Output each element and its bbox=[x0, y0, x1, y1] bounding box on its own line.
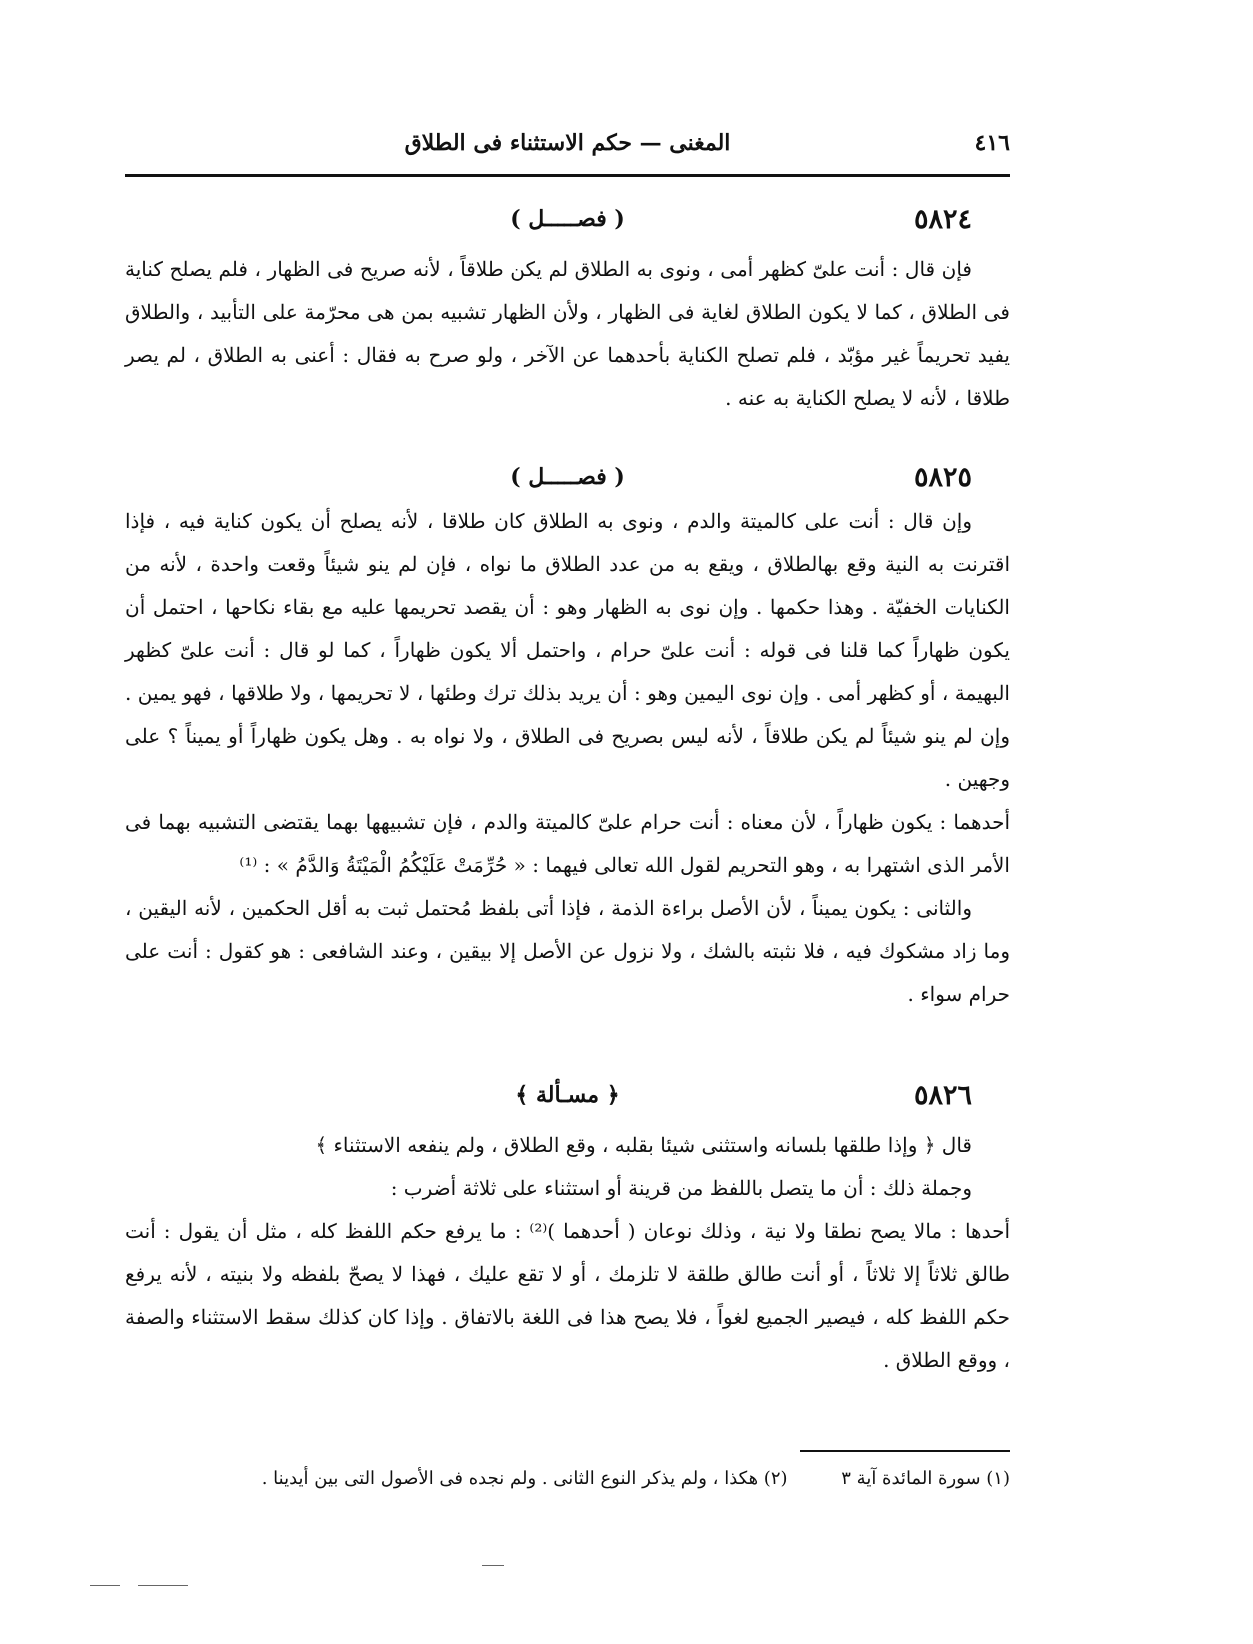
paragraph: فإن قال : أنت علىّ كظهر أمى ، ونوى به الطلاق لم يكن طلاقاً ، لأنه صريح فى الظهار ، فلم يصلح كناية فى الطلاق ، كما لا يكون الطلاق لغاية فى الظهار ، ولأن الظهار تشبيه بمن هى محرّمة على التأبيد ، والطلاق يفيد تحريماً غير مؤبّد ، فلم تصلح الكناية بأحدهما عن الآخر ، ولو صرح به فقال : أعنى به الطلاق ، لم يصر طلاقا ، لأنه لا يصلح الكناية به عنه . bbox=[125, 257, 1010, 410]
running-header bbox=[125, 126, 1010, 166]
section-title: ﴿ مسـألة ﴾ bbox=[515, 1082, 620, 1108]
paragraph: أحدها : مالا يصح نطقا ولا نية ، وذلك نوعان ( أحدهما )⁽²⁾ : ما يرفع حكم اللفظ كله ، مثل أن يقول : أنت طالق ثلاثاً إلا ثلاثاً ، أو أنت طالق طلقة لا تلزمك ، أو لا تقع عليك ، فهذا لا يصحّ بلفظه ولا بنيته ، لأنه يرفع حكم اللفظ كله ، فيصير الجميع لغواً ، فلا يصح هذا فى اللغة بالاتفاق . وإذا كان كذلك سقط الاستثناء والصفة ، ووقع الطلاق . bbox=[125, 1219, 1010, 1372]
footnote-rule bbox=[800, 1450, 1010, 1452]
footnote-2: (٢) هكذا ، ولم يذكر النوع الثانى . ولم نجده فى الأصول التى بين أيدينا . bbox=[261, 1468, 788, 1489]
paragraph: وجملة ذلك : أن ما يتصل باللفظ من قرينة أو استثناء على ثلاثة أضرب : bbox=[390, 1176, 972, 1200]
running-title: المغنى — حكم الاستثناء فى الطلاق bbox=[404, 130, 731, 156]
paragraph: أحدهما : يكون ظهاراً ، لأن معناه : أنت حرام علىّ كالميتة والدم ، فإن تشبيهها بهما يقتضى التشبيه بهما فى الأمر الذى اشتهرا به ، وهو التحريم لقول الله تعالى فيهما : « حُرِّمَتْ عَلَيْكُمُ الْمَيْتَةُ وَالدَّمُ » : ⁽¹⁾ bbox=[125, 810, 1010, 877]
section-heading-5826 bbox=[125, 1080, 1010, 1120]
scan-artifact bbox=[90, 1585, 120, 1586]
section-title: ( فصـــــل ) bbox=[510, 464, 625, 490]
section-title: ( فصـــــل ) bbox=[510, 206, 625, 232]
header-rule bbox=[125, 174, 1010, 177]
question-statement: قال ﴿ وإذا طلقها بلسانه واستثنى شيئا بقلبه ، وقع الطلاق ، ولم ينفعه الاستثناء ﴾ bbox=[315, 1133, 972, 1157]
scan-artifact bbox=[482, 1565, 504, 1566]
page-number: ٤١٦ bbox=[974, 130, 1010, 156]
paragraph: والثانى : يكون يميناً ، لأن الأصل براءة الذمة ، فإذا أتى بلفظ مُحتمل ثبت به أقل الحكمين ، لأنه اليقين ، وما زاد مشكوك فيه ، فلا نثبته بالشك ، ولا نزول عن الأصل إلا بيقين ، وعند الشافعى : هو كقول : أنت على حرام سواء . bbox=[125, 896, 1010, 1006]
scan-artifact bbox=[138, 1585, 188, 1586]
section-number: ٥٨٢٦ bbox=[913, 1080, 972, 1111]
section-number: ٥٨٢٥ bbox=[913, 462, 972, 493]
section-body-5825 bbox=[125, 500, 1010, 1016]
paragraph: وإن قال : أنت على كالميتة والدم ، ونوى به الطلاق كان طلاقا ، لأنه يصلح أن يكون كناية فيه ، فإذا اقترنت به النية وقع بهالطلاق ، ويقع به من عدد الطلاق ما نواه ، فإن لم ينو شيئاً وقعت واحدة ، لأنه من الكنايات الخفيّة . وهذا حكمها . وإن نوى به الظهار وهو : أن يقصد تحريمها عليه مع بقاء نكاحها ، احتمل أن يكون ظهاراً كما قلنا فى قوله : أنت علىّ حرام ، واحتمل ألا يكون ظهاراً ، كما لو قال : أنت علىّ كظهر البهيمة ، أو كظهر أمى . وإن نوى اليمين وهو : أن يريد بذلك ترك وطئها ، لا تحريمها ، ولا طلاقها ، فهو يمين . وإن لم ينو شيئاً لم يكن طلاقاً ، لأنه ليس بصريح فى الطلاق ، ولا نواه به . وهل يكون ظهاراً أو يميناً ؟ على وجهين . bbox=[125, 509, 1010, 791]
section-body-5824 bbox=[125, 248, 1010, 420]
footnote-1: (١) سورة المائدة آية ٣ bbox=[841, 1468, 1010, 1489]
section-heading-5825 bbox=[125, 462, 1010, 502]
section-number: ٥٨٢٤ bbox=[913, 204, 972, 235]
footnotes bbox=[125, 1462, 1010, 1496]
section-heading-5824 bbox=[125, 204, 1010, 244]
section-body-5826 bbox=[125, 1124, 1010, 1382]
